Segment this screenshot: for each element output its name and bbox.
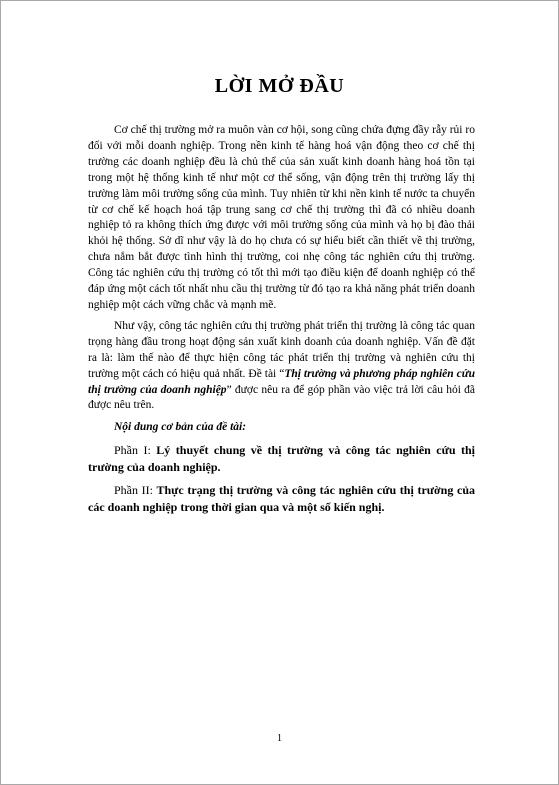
body-text bbox=[88, 123, 475, 516]
part-two-text: Thực trạng thị trường và công tác nghiên cứu thị trường của các doanh nghiệp trong thời gian qua và một số kiến nghị. bbox=[88, 483, 476, 515]
part-one-text: Lý thuyết chung về thị trường và công tác nghiên cứu thị trường của doanh nghiệp. bbox=[88, 443, 475, 475]
paragraph-intro: Cơ chế thị trường mở ra muôn vàn cơ hội, song cũng chứa đựng đầy rẫy rủi ro đối với mỗi doanh nghiệp. Trong nền kinh tế hàng hoá vận động theo cơ chế thị trường các doanh nghiệp đều là chủ thể của sản xuất kinh doanh hàng hoá tồn tại trong một hệ thống kinh tế như một cơ thể sống, vận động trên thị trường lấy thị trường làm môi trường sống của mình. Tuy nhiên từ khi nền kinh tế nước ta chuyển từ cơ chế kế hoạch hoá tập trung sang cơ chế thị trường thì đã có nhiều doanh nghiệp tỏ ra không thích ứng được với môi trường sống của mình và họ bị đào thải khỏi hệ thống. Sở dĩ như vậy là do họ chưa có sự hiểu biết cần thiết về thị trường, chưa nắm bắt được tình hình thị trường, coi nhẹ công tác nghiên cứu thị trường. Công tác nghiên cứu thị trường có tốt thì mới tạo điều kiện để doanh nghiệp có thể đáp ứng một cách tốt nhất nhu cầu thị trường từ đó tạo ra khả năng phát triển doanh nghiệp một cách vững chắc và mạnh mẽ. bbox=[88, 124, 475, 311]
part-one bbox=[88, 442, 475, 476]
topic-title: Thị trường và phương pháp nghiên cứu thị trường của doanh nghiệp bbox=[88, 367, 475, 396]
paragraph-topic-end: ” được nêu ra để góp phần vào việc trả lời câu hỏi đã được nêu trên. bbox=[88, 383, 475, 412]
paragraph-topic-start: Như vậy, công tác nghiên cứu thị trường phát triển thị trường là công tác quan trọng hàng đầu trong hoạt động sản xuất kinh doanh của doanh nghiệp. Vấn đề đặt ra là: làm thế nào để thực hiện công tác phát triển thị trường và nghiên cứu thị trường một cách có hiệu quả nhất. Đề tài “ bbox=[88, 319, 475, 380]
paragraph-topic bbox=[88, 319, 475, 414]
content-subheading: Nội dung cơ bản của đề tài: bbox=[114, 421, 247, 434]
part-one-label: Phần I: bbox=[114, 443, 151, 458]
part-two bbox=[88, 482, 475, 516]
page-title: LỜI MỞ ĐẦU bbox=[214, 75, 345, 97]
part-two-label: Phần II: bbox=[114, 483, 154, 498]
page-number: 1 bbox=[277, 733, 282, 744]
